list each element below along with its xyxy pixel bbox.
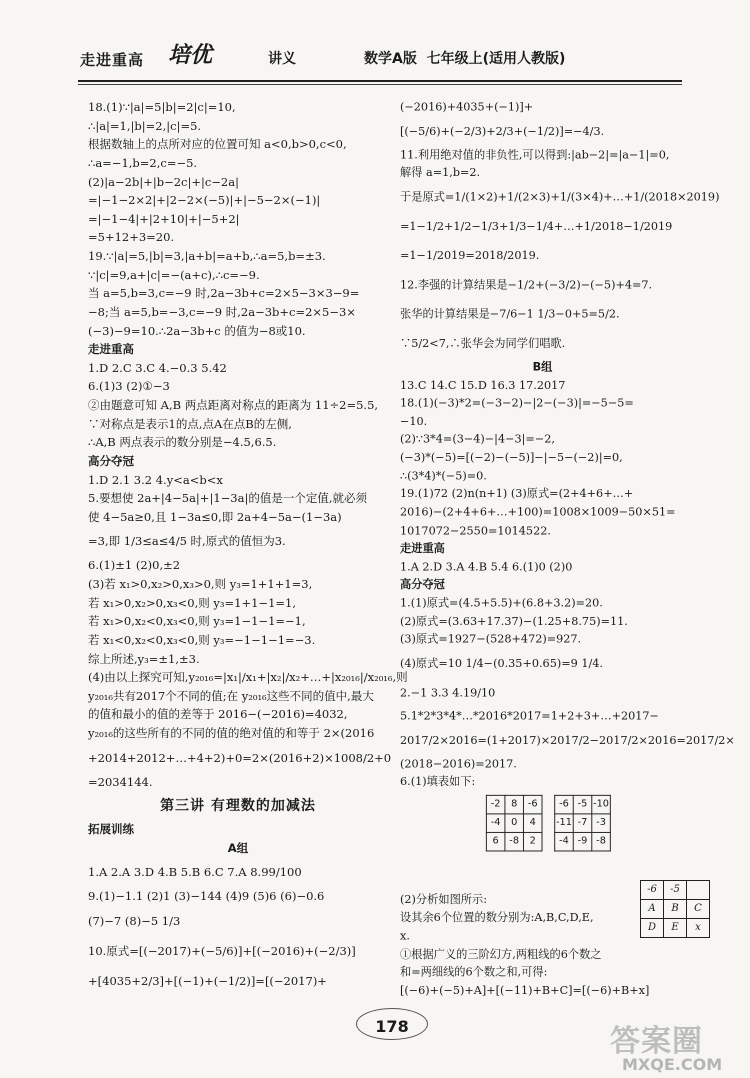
grid-cell: -5	[573, 795, 592, 814]
right-line: (2)分析如图所示:	[400, 892, 488, 906]
left-line: =|−1−2×2|+|2−2×(−5)|+|−5−2×(−1)|	[88, 193, 321, 208]
left-line: =2034144.	[88, 774, 153, 789]
left-line: ∵对称点是表示1的点,点A在点B的左侧,	[88, 416, 292, 431]
right-line: 于是原式=1/(1×2)+1/(2×3)+1/(3×4)+…+1/(2018×2019)	[400, 189, 720, 204]
left-line: 18.(1)∵|a|=5|b|=2|c|=10,	[88, 100, 236, 114]
right-line: B组	[532, 359, 553, 374]
left-column	[88, 98, 408, 996]
magic-square-grid1	[486, 795, 543, 852]
right-line: (−2016)+4035+(−1)]+	[400, 99, 534, 114]
figure-cell: C	[687, 900, 710, 919]
left-line: 高分夺冠	[88, 453, 134, 468]
left-line: 根据数轴上的点所对应的位置可知 a<0,b>0,c<0,	[88, 137, 347, 152]
left-line: 使 4−5a≥0,且 1−3a≤0,即 2a+4−5a−(1−3a)	[88, 509, 342, 524]
magic-square-grid2	[554, 795, 611, 852]
magic-square-tables	[486, 795, 685, 885]
figure-cell: D	[641, 919, 664, 938]
left-line: (4)由以上探究可知,y₂₀₁₆=|x₁|/x₁+|x₂|/x₂+…+|x₂₀₁₆|/x₂₀₁₆,则	[88, 670, 408, 685]
right-column	[400, 98, 735, 999]
grid-cell: 8	[505, 795, 524, 814]
left-line: 若 x₁>0,x₂>0,x₃<0,则 y₃=1+1−1=1,	[88, 595, 296, 610]
right-line: 18.(1)(−3)*2=(−3−2)−|2−(−3)|=−5−5=	[400, 395, 634, 410]
left-line: =|−1−4|+|2+10|+|−5+2|	[88, 211, 240, 226]
left-line: y₂₀₁₆的这些所有的不同的值的绝对值的和等于 2×(2016	[88, 726, 375, 740]
right-line: ∵5/2<7,∴张华会为同学们唱歌.	[400, 336, 566, 350]
right-line: 13.C 14.C 15.D 16.3 17.2017	[400, 377, 566, 392]
figure-cell: B	[664, 900, 687, 919]
left-line: ∴|a|=1,|b|=2,|c|=5.	[88, 118, 202, 133]
grid-cell: -9	[573, 832, 592, 851]
book-subtitle: 数学A版 七年级上(适用人教版)	[364, 51, 566, 67]
left-line: (2)|a−2b|+|b−2c|+|c−2a|	[88, 174, 239, 189]
figure-cell: -5	[664, 881, 687, 900]
left-line: 6.(1)3 (2)①−3	[88, 379, 170, 394]
watermark-logo: 答案圈	[610, 1024, 703, 1059]
right-line: 设其余6个位置的数分别为:A,B,C,D,E,	[400, 910, 594, 925]
grid-cell: -3	[592, 814, 611, 833]
grid-cell: -6	[555, 795, 574, 814]
grid-cell: -4	[555, 832, 574, 851]
left-line: (7)−7 (8)−5 1/3	[88, 913, 181, 928]
page-header	[80, 38, 680, 78]
right-line: 2017/2×2016=(1+2017)×2017/2−2017/2×2016=2017/2×	[400, 732, 735, 747]
magic-square-figure	[640, 880, 712, 942]
left-line: 1.A 2.A 3.D 4.B 5.B 6.C 7.A 8.99/100	[88, 865, 302, 880]
brand-logo-text: 培优	[168, 42, 213, 68]
left-line: +[4035+2/3]+[(−1)+(−1/2)]=[(−2017)+	[88, 973, 327, 988]
grid-cell: -10	[592, 795, 611, 814]
left-line: 若 x₁<0,x₂<0,x₃<0,则 y₃=−1−1−1=−3.	[88, 632, 316, 647]
figure-cell: x	[687, 919, 710, 938]
grid-cell: -7	[573, 814, 592, 833]
left-line: 10.原式=[(−2017)+(−5/6)]+[(−2016)+(−2/3)]	[88, 943, 356, 958]
right-line: =1−1/2+1/2−1/3+1/3−1/4+…+1/2018−1/2019	[400, 218, 673, 233]
right-line: 1017072−2550=1014522.	[400, 523, 551, 537]
right-line: 5.1*2*3*4*…*2016*2017=1+2+3+…+2017−	[400, 708, 659, 723]
left-line: ∴a=−1,b=2,c=−5.	[88, 155, 198, 170]
left-line: ∵|c|=9,a+|c|=−(a+c),∴c=−9.	[88, 267, 260, 282]
grid-cell: -4	[486, 814, 505, 833]
header-rule	[78, 80, 682, 82]
left-line: A组	[227, 840, 249, 855]
book-title: 讲义	[268, 51, 296, 67]
left-line: 第三讲 有理数的加减法	[160, 798, 316, 815]
left-line: =3,即 1/3≤a≤4/5 时,原式的值恒为3.	[88, 534, 286, 549]
right-line: =1−1/2019=2018/2019.	[400, 248, 540, 262]
figure-cell: -6	[641, 881, 664, 900]
left-line: ②由题意可知 A,B 两点距离对称点的距离为 11÷2=5.5,	[88, 398, 379, 412]
right-line: [(−6)+(−5)+A]+[(−11)+B+C]=[(−6)+B+x]	[400, 983, 650, 997]
figure-cell: A	[641, 900, 664, 919]
grid-cell: 4	[523, 814, 542, 833]
left-line: 1.D 2.1 3.2 4.y<a<b<x	[88, 472, 223, 487]
left-line: +2014+2012+…+4+2)+0=2×(2016+2)×1008/2+0	[88, 750, 392, 765]
right-line: [(−5/6)+(−2/3)+2/3+(−1/2)]=−4/3.	[400, 123, 605, 138]
page-number: 178	[375, 1017, 409, 1036]
figure-cell	[687, 881, 710, 900]
right-line: (2018−2016)=2017.	[400, 756, 517, 770]
right-line: 12.李强的计算结果是−1/2+(−3/2)−(−5)+4=7.	[400, 277, 653, 292]
right-line: x.	[400, 928, 410, 943]
grid-cell: -6	[523, 795, 542, 814]
right-line: 2.−1 3.3 4.19/10	[400, 685, 496, 700]
series-title: 走进重高	[80, 51, 145, 69]
left-line: 当 a=5,b=3,c=−9 时,2a−3b+c=2×5−3×3−9=	[88, 286, 360, 301]
left-line: 9.(1)−1.1 (2)1 (3)−144 (4)9 (5)6 (6)−0.6	[88, 889, 325, 904]
left-line: 综上所述,y₃=±1,±3.	[88, 651, 200, 666]
right-line: 1.(1)原式=(4.5+5.5)+(6.8+3.2)=20.	[400, 595, 603, 610]
right-line: 2016)−(2+4+6+…+100)=1008×1009−50×51=	[400, 504, 676, 519]
right-line: 解得 a=1,b=2.	[400, 165, 481, 180]
grid-cell: -8	[505, 832, 524, 851]
right-line: ①根据广义的三阶幻方,两粗线的6个数之	[400, 946, 602, 961]
grid-cell: -11	[555, 814, 574, 833]
grid-cell: 0	[505, 814, 524, 833]
watermark-url: MXQE.COM	[622, 1055, 723, 1074]
left-line: 6.(1)±1 (2)0,±2	[88, 558, 181, 573]
right-line: (2)原式=(3.63+17.37)−(1.25+8.75)=11.	[400, 613, 628, 628]
right-line: 11.利用绝对值的非负性,可以得到:|ab−2|=|a−1|=0,	[400, 147, 670, 162]
left-line: 19.∵|a|=5,|b|=3,|a+b|=a+b,∴a=5,b=±3.	[88, 249, 326, 263]
right-line: (−3)*(−5)=[(−2)−(−5)]−|−5−(−2)|=0,	[400, 450, 623, 464]
left-line: (−3)−9=10.∴2a−3b+c 的值为−8或10.	[88, 323, 306, 338]
left-line: =5+12+3=20.	[88, 230, 175, 245]
right-line: (4)原式=10 1/4−(0.35+0.65)=9 1/4.	[400, 656, 603, 670]
left-line: 5.要想使 2a+|4−5a|+|1−3a|的值是一个定值,就必须	[88, 491, 367, 506]
right-line: 张华的计算结果是−7/6−1 1/3−0+5=5/2.	[400, 306, 620, 321]
figure-cell: E	[664, 919, 687, 938]
right-line: (3)原式=1927−(528+472)=927.	[400, 632, 582, 646]
analysis-grid	[640, 880, 710, 938]
grid-cell: -8	[592, 832, 611, 851]
left-line: ∴A,B 两点表示的数分别是−4.5,6.5.	[88, 435, 277, 450]
left-line: −8;当 a=5,b=−3,c=−9 时,2a−3b+c=2×5−3×	[88, 304, 356, 319]
left-line: (3)若 x₁>0,x₂>0,x₃>0,则 y₃=1+1+1=3,	[88, 577, 313, 591]
right-line: 走进重高	[400, 541, 445, 555]
grid-cell: -2	[486, 795, 505, 814]
right-line: 1.A 2.D 3.A 4.B 5.4 6.(1)0 (2)0	[400, 559, 573, 574]
right-line: −10.	[400, 413, 428, 428]
left-line: 若 x₁>0,x₂<0,x₃<0,则 y₃=1−1−1=−1,	[88, 614, 306, 629]
left-line: 1.D 2.C 3.C 4.−0.3 5.42	[88, 360, 227, 375]
right-line: 和=两细线的6个数之和,可得:	[400, 964, 548, 979]
left-line: 的值和最小的值的差等于 2016−(−2016)=4032,	[88, 707, 348, 722]
left-line: 走进重高	[88, 342, 134, 357]
right-line: 高分夺冠	[400, 577, 445, 592]
right-line: 19.(1)72 (2)n(n+1) (3)原式=(2+4+6+…+	[400, 486, 634, 501]
header-rule-thin	[78, 84, 682, 85]
right-line: (2)∵3*4=(3−4)−|4−3|=−2,	[400, 432, 555, 446]
grid-cell: 6	[486, 832, 505, 851]
grid-cell: 2	[523, 832, 542, 851]
left-line: 拓展训练	[88, 821, 134, 836]
left-line: y₂₀₁₆共有2017个不同的值;在 y₂₀₁₆这些不同的值中,最大	[88, 688, 374, 703]
right-line: ∴(3*4)*(−5)=0.	[400, 468, 487, 483]
right-line: 6.(1)填表如下:	[400, 774, 476, 789]
